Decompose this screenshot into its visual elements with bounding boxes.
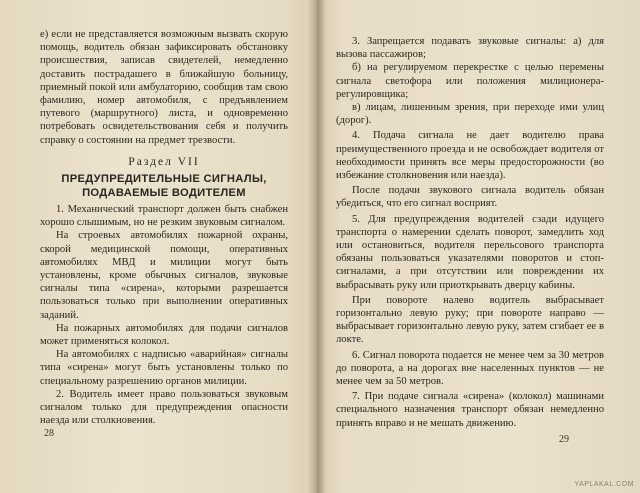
right-page (316, 0, 640, 493)
section-title: Раздел VII (128, 155, 200, 168)
paragraph-3c: в) лицам, лишенным зрения, при переходе ими улиц (дорог). (336, 102, 604, 127)
page-number-left: 28 (44, 428, 54, 439)
paragraph-6-rule: 6. Сигнал поворота подается не менее чем за 30 метров до поворота, а на дорогах вне населенных пунктов — не менее чем за 50 метров. (336, 349, 604, 388)
intro-paragraph: е) если не представляется возможным вызвать скорую помощь, водитель обязан зафиксировать обстановку происшествия, записав свидетелей, немедленно доставить пострадашего в ближайшую больницу, приемный покой или амбулаторию, сообщив там свою фамилию, номер автомобиля, с предъявлением путевого (маршрутного) листа, и одновременно потребовать освидетельствования себя и получить справку о состоянии на предмет трезвости. (40, 29, 288, 146)
page-number-right: 29 (559, 434, 569, 445)
paragraph-3b: б) на регулируемом перекрестке с целью перемены сигнала светофора или положения милиционера-регулировщика; (336, 62, 604, 100)
right-page-text (336, 35, 604, 430)
paragraph-5b: При повороте налево водитель выбрасывает горизонтально левую руку; при повороте направо — выбрасывает горизонтально левую руку, затем сгибает ее в локте. (336, 294, 604, 346)
paragraph-4b: После подачи звукового сигнала водитель обязан убедиться, что его сигнал восприят. (336, 185, 604, 210)
paragraph-4-rule: 4. Подача сигнала не дает водителю права преимущественного проезда и не освобождает водителя от необходимости принять все меры предосторожности (во избежание столкновения или наезда). (336, 130, 604, 182)
chapter-heading-line-1: ПРЕДУПРЕДИТЕЛЬНЫЕ СИГНАЛЫ, (61, 173, 267, 186)
paragraph-4: На автомобилях с надписью «аварийная» сигналы типа «сирена» могут быть установлены только по специальному разрешению органов милиции. (40, 349, 288, 387)
left-page-text (40, 28, 288, 427)
paragraph-2: На строевых автомобилях пожарной охраны, скорой медицинской помощи, оперативных автомобилях МВД и милиции могут быть установлены, кроме обычных сигналов, звуковые сигналы типа «сирена», которыми разрешается пользоваться только при выполнении оперативных заданий. (40, 230, 288, 321)
paragraph-1: 1. Механический транспорт должен быть снабжен хорошо слышимым, но не резким звуковым сигналом. (40, 204, 288, 229)
chapter-heading-line-2: ПОДАВАЕМЫЕ ВОДИТЕЛЕМ (82, 187, 246, 200)
paragraph-5-rule: 5. Для предупреждения водителей сзади идущего транспорта о намерении сделать поворот, замедлить ход или остановиться, водителя перельсового транспорта обязаны пользоваться указателями поворотов и стоп-сигналами, а при отсутствии или повреждении их выбрасывать руку или приоткрывать дверцу кабины. (336, 213, 604, 291)
chapter-heading (40, 172, 288, 200)
paragraph-7-rule: 7. При подаче сигнала «сирена» (колокол) машинами специального назначения транспорт обязан немедленно принять вправо и не мешать движению. (336, 391, 604, 429)
paragraph-3: На пожарных автомобилях для подачи сигналов может применяться колокол. (40, 322, 288, 348)
paragraph-3-rule: 3. Запрещается подавать звуковые сигналы: а) для вызова пассажиров; (336, 36, 604, 61)
left-page (0, 0, 316, 493)
watermark: YAPLAKAL.COM (574, 481, 634, 488)
paragraph-5: 2. Водитель имеет право пользоваться звуковым сигналом только для предупреждения опасности наезда или столкновения. (40, 388, 288, 427)
